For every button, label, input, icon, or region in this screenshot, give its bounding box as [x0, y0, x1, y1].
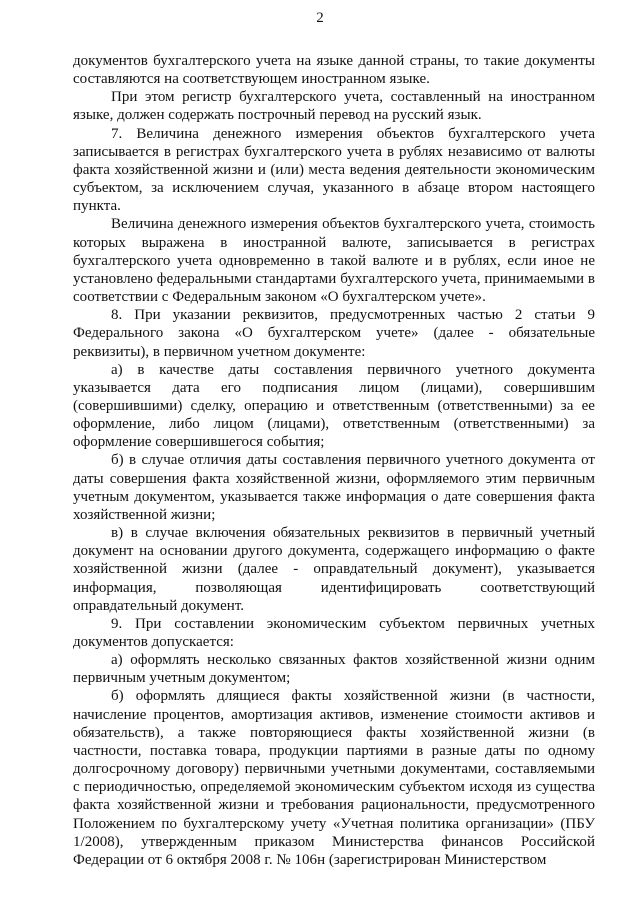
paragraph-foreign-language-register: При этом регистр бухгалтерского учета, составленный на иностранном языке, должен содержать построчный перевод на русский язык. — [73, 89, 595, 124]
page-number: 2 — [316, 10, 324, 26]
paragraph-item-9-a: а) оформлять несколько связанных фактов хозяйственной жизни одним первичным учетным документом; — [73, 652, 595, 687]
paragraph-item-7: 7. Величина денежного измерения объектов бухгалтерского учета записывается в регистрах бухгалтерского учета в рублях независимо от валюты факта хозяйственной жизни и (или) места ведения деятельности экономическим субъектом, за исключением случая, указанного в абзаце втором настоящего пункта. — [73, 125, 595, 215]
paragraph-continuation: документов бухгалтерского учета на языке данной страны, то такие документы составляются на соответствующем иностранном языке. — [73, 53, 595, 88]
paragraph-item-7-part-2: Величина денежного измерения объектов бухгалтерского учета, стоимость которых выражена в иностранной валюте, записывается в регистрах бухгалтерского учета одновременно в такой валюте и в рублях, если иное не установлено федеральными стандартами бухгалтерского учета, принимаемыми в соответствии с Федеральным законом «О бухгалтерском учете». — [73, 216, 595, 306]
paragraph-item-9-b: б) оформлять длящиеся факты хозяйственной жизни (в частности, начисление процентов, амортизация активов, изменение стоимости активов и обязательств), а также повторяющиеся факты хозяйственной жизни (в частности, поставка товара, продукции партиями в разные даты по одному долгосрочному договору) первичными учетными документами, составляемыми с периодичностью, определяемой экономическим субъектом исходя из существа факта хозяйственной жизни и требования рациональности, предусмотренного Положением по бухгалтерскому учету «Учетная политика организации» (ПБУ 1/2008), утвержденным приказом Министерства финансов Российской Федерации от 6 октября 2008 г. № 106н (зарегистрирован Министерством — [73, 688, 595, 868]
document-body — [73, 52, 595, 869]
paragraph-item-9: 9. При составлении экономическим субъектом первичных учетных документов допускается: — [73, 615, 595, 650]
paragraph-item-8: 8. При указании реквизитов, предусмотренных частью 2 статьи 9 Федерального закона «О бухгалтерском учете» (далее - обязательные реквизиты), в первичном учетном документе: — [73, 307, 595, 360]
paragraph-item-8-v: в) в случае включения обязательных реквизитов в первичный учетный документ на основании другого документа, содержащего информацию о факте хозяйственной жизни (далее - оправдательный документ), указывается информация, позволяющая идентифицировать соответствующий оправдательный документ. — [73, 525, 595, 614]
paragraph-item-8-a: а) в качестве даты составления первичного учетного документа указывается дата его подписания лицом (лицами), совершившим (совершившими) сделку, операцию и ответственным (ответственными) за ее оформление, либо лицом (лицами), ответственным (ответственными) за оформление совершившегося события; — [73, 361, 595, 451]
paragraph-item-8-b: б) в случае отличия даты составления первичного учетного документа от даты совершения факта хозяйственной жизни, оформляемого этим первичным учетным документом, указывается также информация о дате совершения факта хозяйственной жизни; — [73, 452, 595, 523]
